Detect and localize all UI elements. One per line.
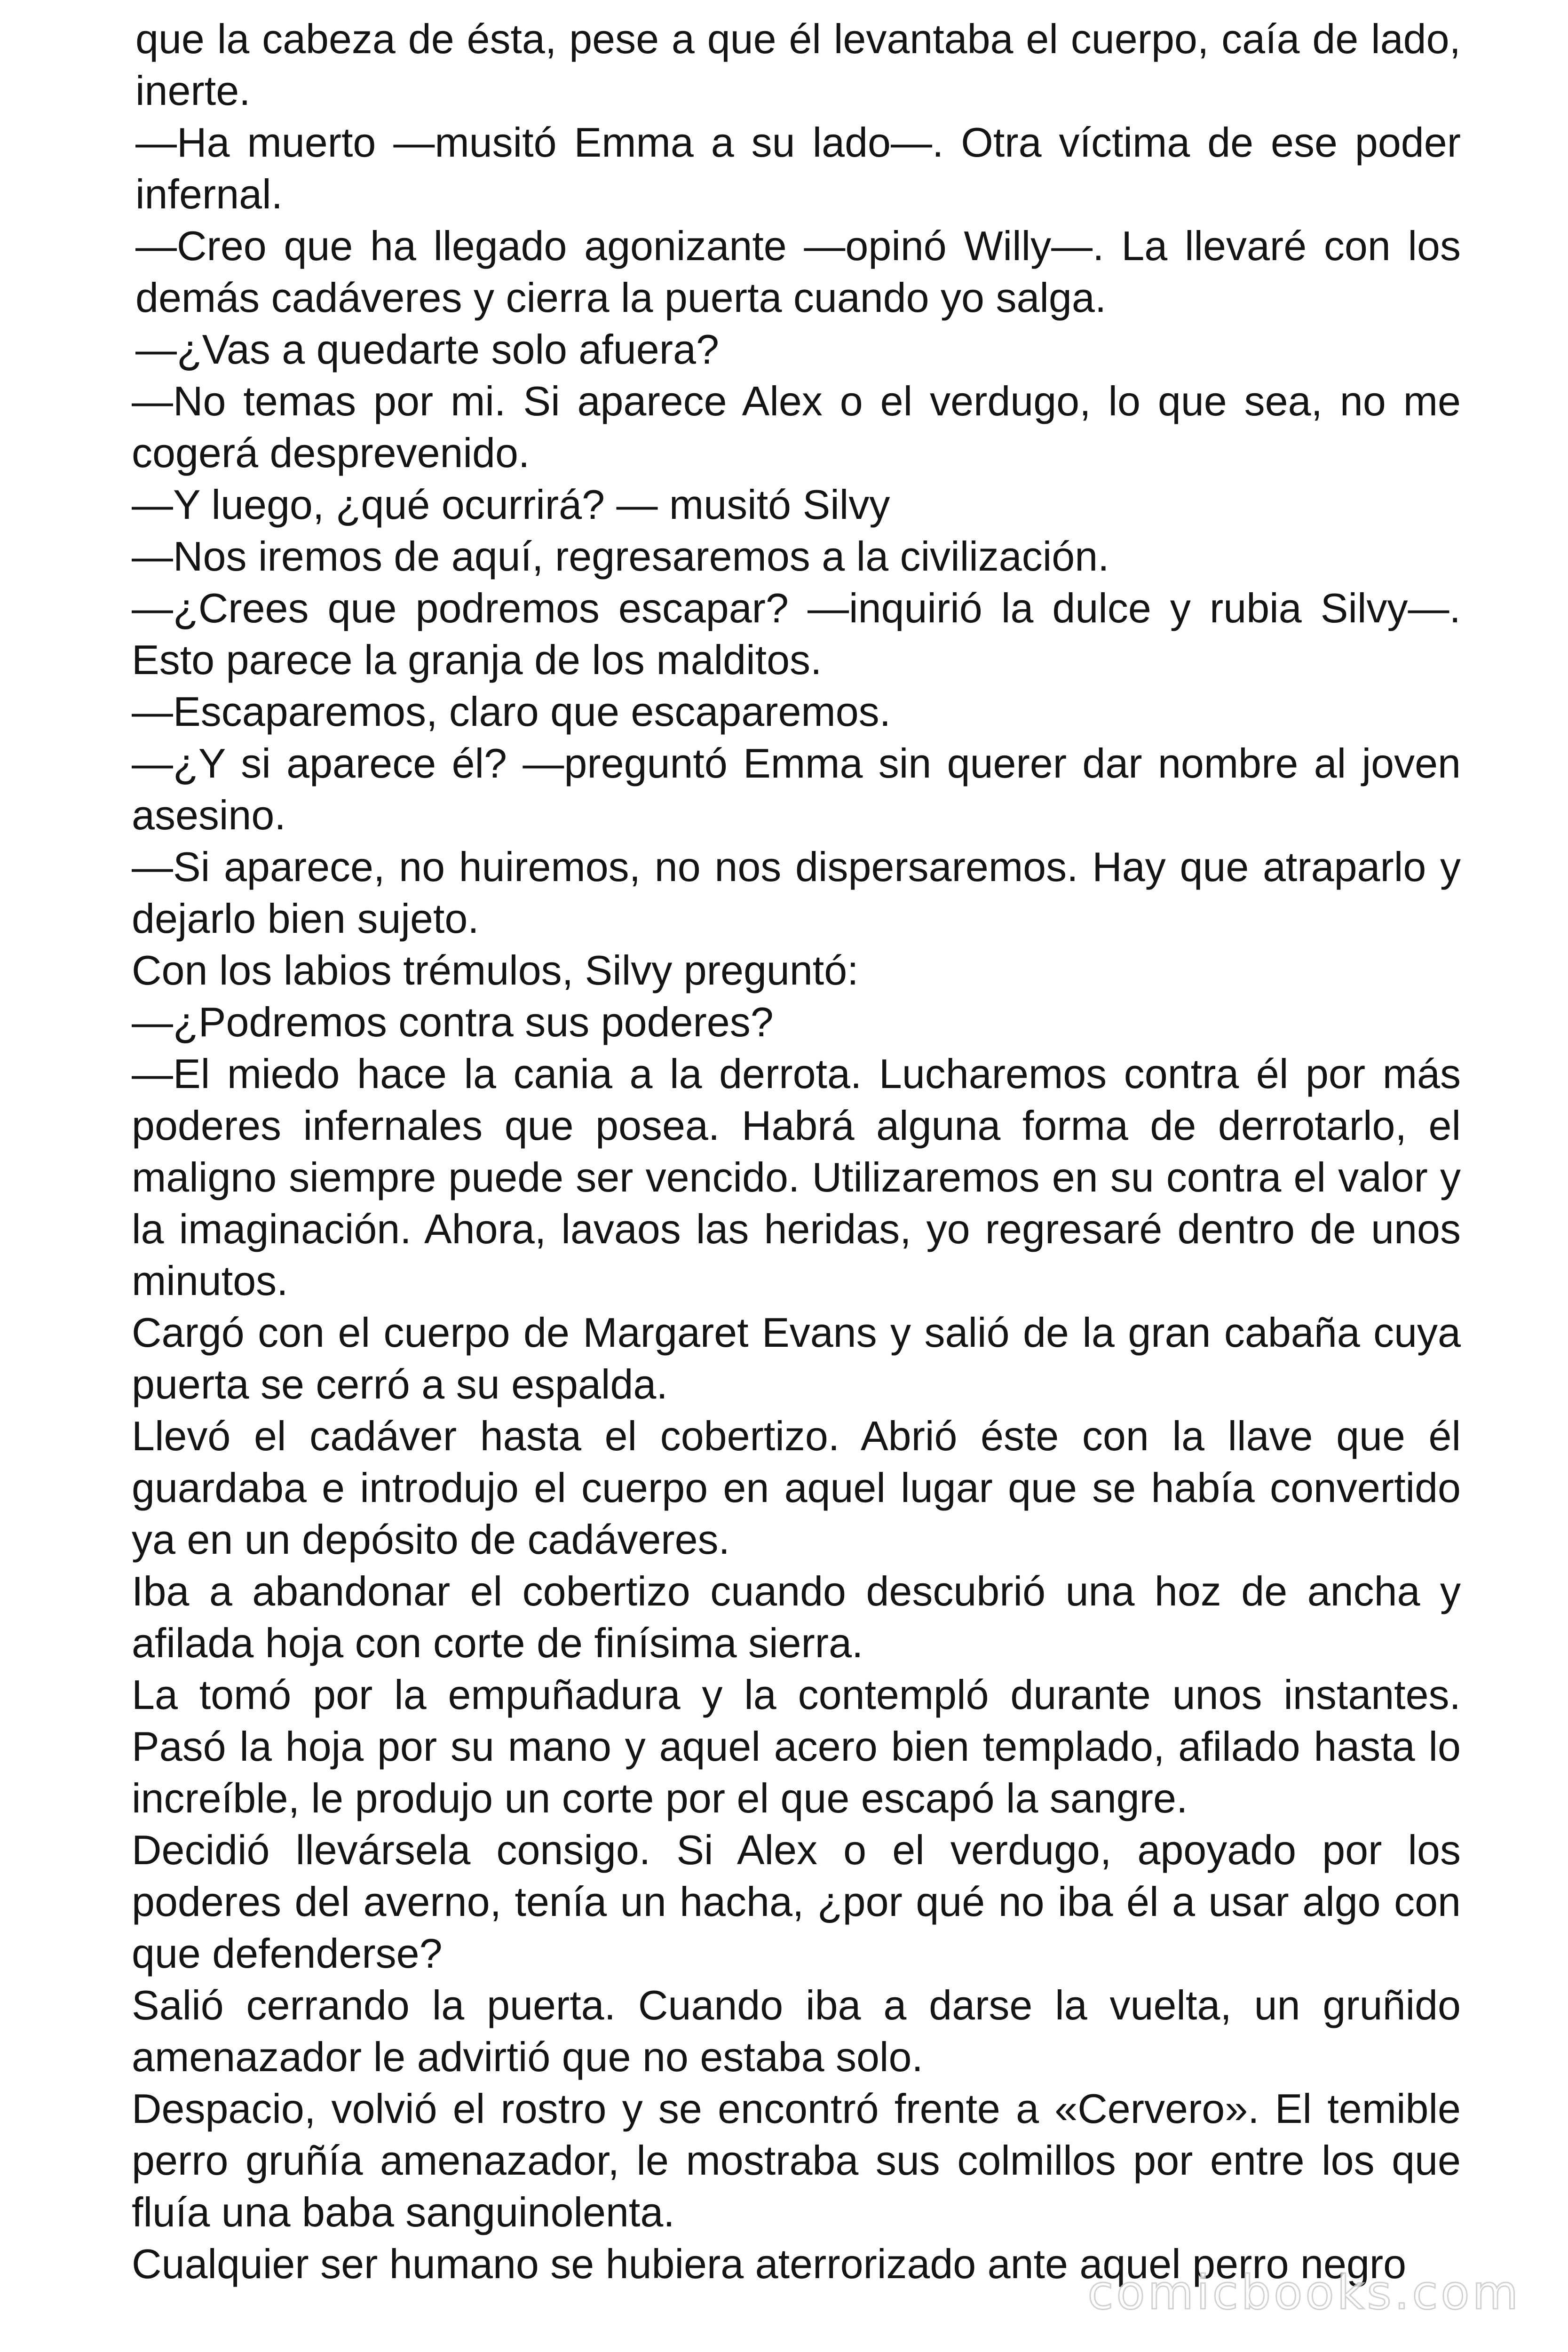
paragraph: —No temas por mi. Si aparece Alex o el verdugo, lo que sea, no me cogerá desprevenido. bbox=[132, 378, 1461, 476]
paragraph: —Escaparemos, claro que escaparemos. bbox=[132, 688, 891, 735]
paragraph: Salió cerrando la puerta. Cuando iba a darse la vuelta, un gruñido amenazador le advirtió que no estaba solo. bbox=[132, 1982, 1461, 2080]
paragraph: Con los labios trémulos, Silvy preguntó: bbox=[132, 947, 859, 993]
paragraph: —¿Vas a quedarte solo afuera? bbox=[135, 326, 719, 373]
paragraph: La tomó por la empuñadura y la contempló durante unos instantes. Pasó la hoja por su mano y aquel acero bien templado, afilado hasta lo increíble, le produjo un corte por el que escapó la sangre. bbox=[132, 1671, 1461, 1821]
paragraph: —Si aparece, no huiremos, no nos dispersaremos. Hay que atraparlo y dejarlo bien sujeto. bbox=[132, 843, 1461, 942]
paragraph: —¿Y si aparece él? —preguntó Emma sin querer dar nombre al joven asesino. bbox=[132, 740, 1461, 838]
paragraph: —¿Podremos contra sus poderes? bbox=[132, 999, 774, 1045]
paragraph: Iba a abandonar el cobertizo cuando descubrió una hoz de ancha y afilada hoja con corte de finísima sierra. bbox=[132, 1568, 1461, 1666]
paragraph: que la cabeza de ésta, pese a que él levantaba el cuerpo, caía de lado, inerte. bbox=[135, 16, 1461, 114]
body-text bbox=[132, 13, 1461, 2290]
watermark-logo: comicbooks.com bbox=[1087, 2265, 1521, 2320]
paragraph: —Nos iremos de aquí, regresaremos a la civilización. bbox=[132, 533, 1109, 580]
paragraph: Cualquier ser humano se hubiera aterrorizado ante aquel perro negro bbox=[132, 2241, 1407, 2287]
paragraph: Decidió llevársela consigo. Si Alex o el verdugo, apoyado por los poderes del averno, tenía un hacha, ¿por qué no iba él a usar algo con que defenderse? bbox=[132, 1827, 1461, 1977]
paragraph: —Y luego, ¿qué ocurrirá? — musitó Silvy bbox=[132, 481, 890, 528]
paragraph: —Ha muerto —musitó Emma a su lado—. Otra víctima de ese poder infernal. bbox=[135, 119, 1461, 217]
paragraph: Cargó con el cuerpo de Margaret Evans y salió de la gran cabaña cuya puerta se cerró a su espalda. bbox=[132, 1309, 1461, 1407]
paragraph: —¿Crees que podremos escapar? —inquirió la dulce y rubia Silvy—. Esto parece la granja de los malditos. bbox=[132, 585, 1461, 683]
paragraph: Despacio, volvió el rostro y se encontró frente a «Cervero». El temible perro gruñía amenazador, le mostraba sus colmillos por entre los que fluía una baba sanguinolenta. bbox=[132, 2085, 1461, 2235]
paragraph: —El miedo hace la cania a la derrota. Lucharemos contra él por más poderes infernales que posea. Habrá alguna forma de derrotarlo, el maligno siempre puede ser vencido. Utilizaremos en su contra el valor y la imaginación. Ahora, lavaos las heridas, yo regresaré dentro de unos minutos. bbox=[132, 1050, 1461, 1304]
paragraph: —Creo que ha llegado agonizante —opinó Willy—. La llevaré con los demás cadáveres y cierra la puerta cuando yo salga. bbox=[135, 222, 1461, 321]
paragraph: Llevó el cadáver hasta el cobertizo. Abrió éste con la llave que él guardaba e introdujo el cuerpo en aquel lugar que se había convertido ya en un depósito de cadáveres. bbox=[132, 1413, 1461, 1563]
